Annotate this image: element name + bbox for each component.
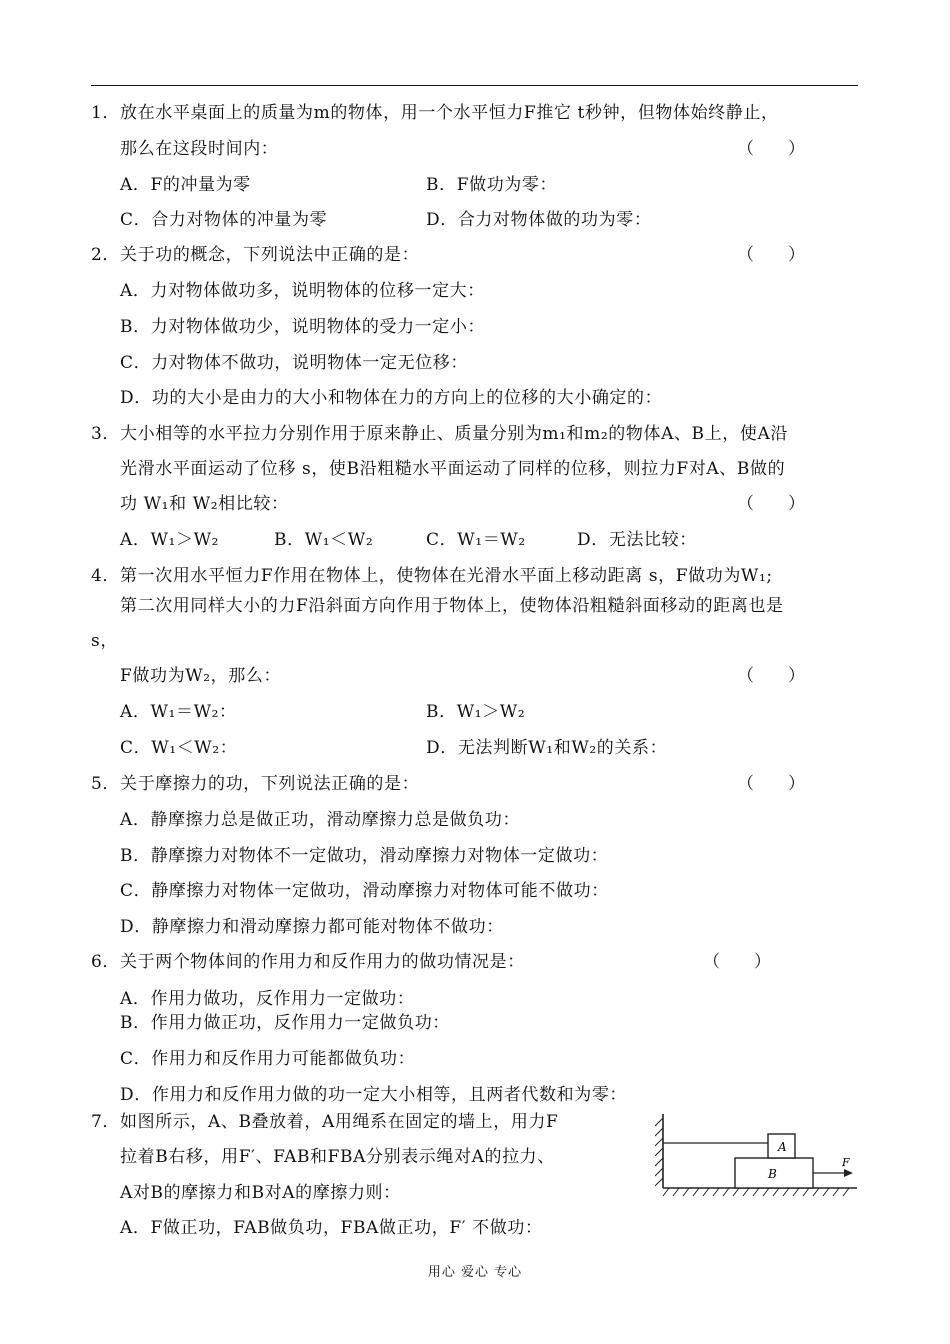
q2-option-a: A．力对物体做功多，说明物体的位移一定大：	[120, 281, 485, 301]
blocks-diagram	[655, 1110, 860, 1205]
footer-slogan: 用心 爱心 专心	[427, 1265, 523, 1280]
q1-stem-cont: 那么在这段时间内：	[120, 139, 279, 159]
q4-option-b: B．W₁＞W₂	[426, 702, 526, 722]
q4-option-c: C．W₁＜W₂：	[120, 738, 238, 758]
q6-option-b: B．作用力做正功，反作用力一定做负功：	[120, 1013, 450, 1033]
q5-option-a: A．静摩擦力总是做正功，滑动摩擦力总是做负功：	[120, 810, 521, 830]
answer-bracket: （ ）	[737, 666, 805, 686]
q3-stem-cont: 功 W₁和 W₂相比较：	[120, 494, 289, 514]
block-b-label: B	[768, 1167, 777, 1181]
q5-option-d: D．静摩擦力和滑动摩擦力都可能对物体不做功：	[120, 917, 504, 937]
q5-option-c: C．静摩擦力对物体一定做功，滑动摩擦力对物体可能不做功：	[120, 881, 609, 901]
q5-option-b: B．静摩擦力对物体不一定做功，滑动摩擦力对物体一定做功：	[120, 846, 609, 866]
force-arrowhead	[844, 1169, 853, 1177]
q1-option-d: D．合力对物体做的功为零：	[426, 210, 652, 230]
q6-option-d: D．作用力和反作用力做的功一定大小相等，且两者代数和为零：	[120, 1085, 628, 1105]
q3-option-a: A．W₁＞W₂	[120, 530, 220, 550]
q7-option-a: A．F做正功，FAB做负功，FBA做正功，F′ 不做功：	[120, 1218, 543, 1238]
q2-stem: 2．关于功的概念，下列说法中正确的是：	[91, 245, 420, 265]
q1-option-a: A．F的冲量为零	[120, 175, 251, 195]
q3-stem-cont: 光滑水平面运动了位移 s，使B沿粗糙水平面运动了同样的位移，则拉力F对A、B做的	[120, 459, 786, 479]
q6-option-a: A．作用力做功，反作用力一定做功：	[120, 989, 415, 1009]
q7-stem: 7．如图所示，A、B叠放着，A用绳系在固定的墙上，用力F	[91, 1112, 559, 1132]
q6-option-c: C．作用力和反作用力可能都做负功：	[120, 1049, 416, 1069]
q7-stem-cont: 拉着B右移，用F′、FAB和FBA分别表示绳对A的拉力、	[120, 1147, 555, 1167]
q6-stem: 6．关于两个物体间的作用力和反作用力的做功情况是：	[91, 952, 525, 972]
q4-stem-cont: 第二次用同样大小的力F沿斜面方向作用于物体上，使物体沿粗糙斜面移动的距离也是	[120, 596, 784, 616]
q1-option-b: B．F做功为零：	[426, 175, 558, 195]
force-label: F	[842, 1156, 850, 1169]
block-a-label: A	[778, 1140, 787, 1154]
q3-option-c: C．W₁＝W₂	[426, 530, 526, 550]
answer-bracket: （ ）	[737, 774, 805, 794]
header-rule	[91, 85, 858, 86]
q3-option-b: B．W₁＜W₂	[274, 530, 374, 550]
q3-stem: 3．大小相等的水平拉力分别作用于原来静止、质量分别为m₁和m₂的物体A、B上，使A沿	[91, 424, 788, 444]
q2-option-d: D．功的大小是由力的大小和物体在力的方向上的位移的大小确定的：	[120, 388, 663, 408]
q4-stem-cont: F做功为W₂，那么：	[120, 666, 282, 686]
q1-stem: 1．放在水平桌面上的质量为m的物体，用一个水平恒力F推它 t秒钟，但物体始终静止，	[91, 103, 779, 123]
q4-stem-cont: s，	[91, 631, 118, 651]
answer-bracket: （ ）	[737, 245, 805, 265]
q7-stem-cont: A对B的摩擦力和B对A的摩擦力则：	[120, 1183, 401, 1203]
answer-bracket: （ ）	[737, 494, 805, 514]
q2-option-b: B．力对物体做功少，说明物体的受力一定小：	[120, 317, 486, 337]
q4-option-d: D．无法判断W₁和W₂的关系：	[426, 738, 668, 758]
q3-option-d: D．无法比较：	[577, 530, 697, 550]
q4-option-a: A．W₁＝W₂：	[120, 702, 237, 722]
answer-bracket: （ ）	[737, 139, 805, 159]
q5-stem: 5．关于摩擦力的功，下列说法正确的是：	[91, 774, 420, 794]
q1-option-c: C．合力对物体的冲量为零	[120, 210, 328, 230]
q4-stem: 4．第一次用水平恒力F作用在物体上，使物体在光滑水平面上移动距离 s，F做功为W₁;	[91, 566, 773, 586]
q2-option-c: C．力对物体不做功，说明物体一定无位移：	[120, 353, 469, 373]
answer-bracket: （ ）	[703, 952, 771, 972]
